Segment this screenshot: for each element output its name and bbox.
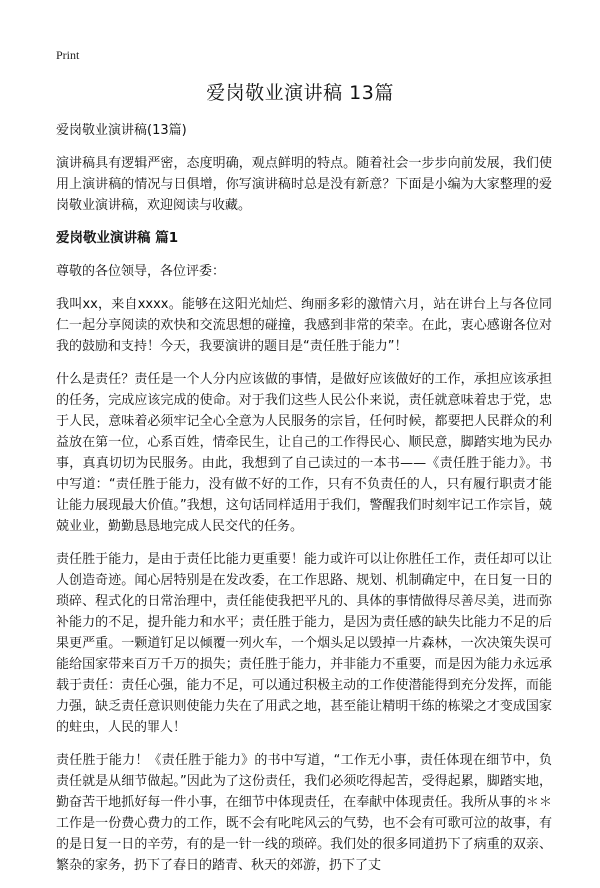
body-paragraph: 责任胜于能力，是由于责任比能力更重要！能力或许可以让你胜任工作，责任却可以让人创造奇迹。闻心居特别是在发改委，在工作思路、规划、机制确定中，在日复一日的琐碎、程式化的日常治理中，责任能使我把平凡的、具体的事情做得尽善尽美，进而弥补能力的不足，提升能力和水平；责任胜于能力，是因为责任感的缺失比能力不足的后果更严重。一颗道钉足以倾覆一列火车，一个烟头足以毁掉一片森林，一次决策失误可能给国家带来百万千万的损失；责任胜于能力，并非能力不重要，而是因为能力永远承载于责任：责任心强，能力不足，可以通过积极主动的工作使潜能得到充分发挥，而能力强，缺乏责任意识则使能力失在了用武之地，甚至能让精明干练的栋梁之才变成国家的蛀虫，人民的罪人！ — [56, 552, 552, 735]
intro-paragraph: 演讲稿具有逻辑严密，态度明确，观点鲜明的特点。随着社会一步步向前发展，我们使用上演讲稿的情况与日俱增，你写演讲稿时总是没有新意？下面是小编为大家整理的爱岗敬业演讲稿，欢迎阅读与收藏。 — [56, 156, 552, 213]
body-paragraph: 什么是责任？责任是一个人分内应该做的事情，是做好应该做好的工作，承担应该承担的任务，完成应该完成的使命。对于我们这些人民公仆来说，责任就意味着忠于党，忠于人民，意味着必须牢记全心全意为人民服务的宗旨，任何时候，都要把人民群众的利益放在第一位，心系百姓，情牵民生，让自己的工作得民心、顺民意，脚踏实地为民办事，真真切切为民服务。由此，我想到了自己读过的一本书——《责任胜于能力》。书中写道：“责任胜于能力，没有做不好的工作，只有不负责任的人，只有履行职责才能让能力展现最大价值。”我想，这句话同样适用于我们，警醒我们时刻牢记工作宗旨，兢兢业业，勤勤恳恳地完成人民交代的任务。 — [56, 372, 552, 534]
print-link[interactable]: Print — [56, 48, 80, 62]
page-title: 爱岗敬业演讲稿 13篇 — [206, 82, 394, 104]
document-body — [56, 120, 552, 888]
document-subtitle: 爱岗敬业演讲稿(13篇) — [56, 123, 187, 138]
body-paragraph: 我叫xx，来自xxxx。能够在这阳光灿烂、绚丽多彩的激情六月，站在讲台上与各位同仁一起分享阅读的欢快和交流思想的碰撞，我感到非常的荣幸。在此，衷心感谢各位对我的鼓励和支持！今天，我要演讲的题目是“责任胜于能力”！ — [56, 297, 552, 354]
section-heading: 爱岗敬业演讲稿 篇1 — [56, 230, 179, 246]
greeting: 尊敬的各位领导，各位评委： — [56, 264, 226, 279]
body-paragraph: 责任胜于能力！《责任胜于能力》的书中写道，“工作无小事，责任体现在细节中，负责任就是从细节做起。”因此为了这份责任，我们必须吃得起苦，受得起累，脚踏实地，勤奋苦干地抓好每一件小事，在细节中体现责任，在奉献中体现责任。我所从事的＊＊工作是一份费心费力的工作，既不会有叱咤风云的气势，也不会有可歌可泣的故事，有的是日复一日的辛劳，有的是一针一线的琐碎。我们处的很多同道扔下了病重的双亲、繁杂的家务，扔下了春日的踏青、秋天的郊游，扔下了丈 — [56, 753, 552, 873]
